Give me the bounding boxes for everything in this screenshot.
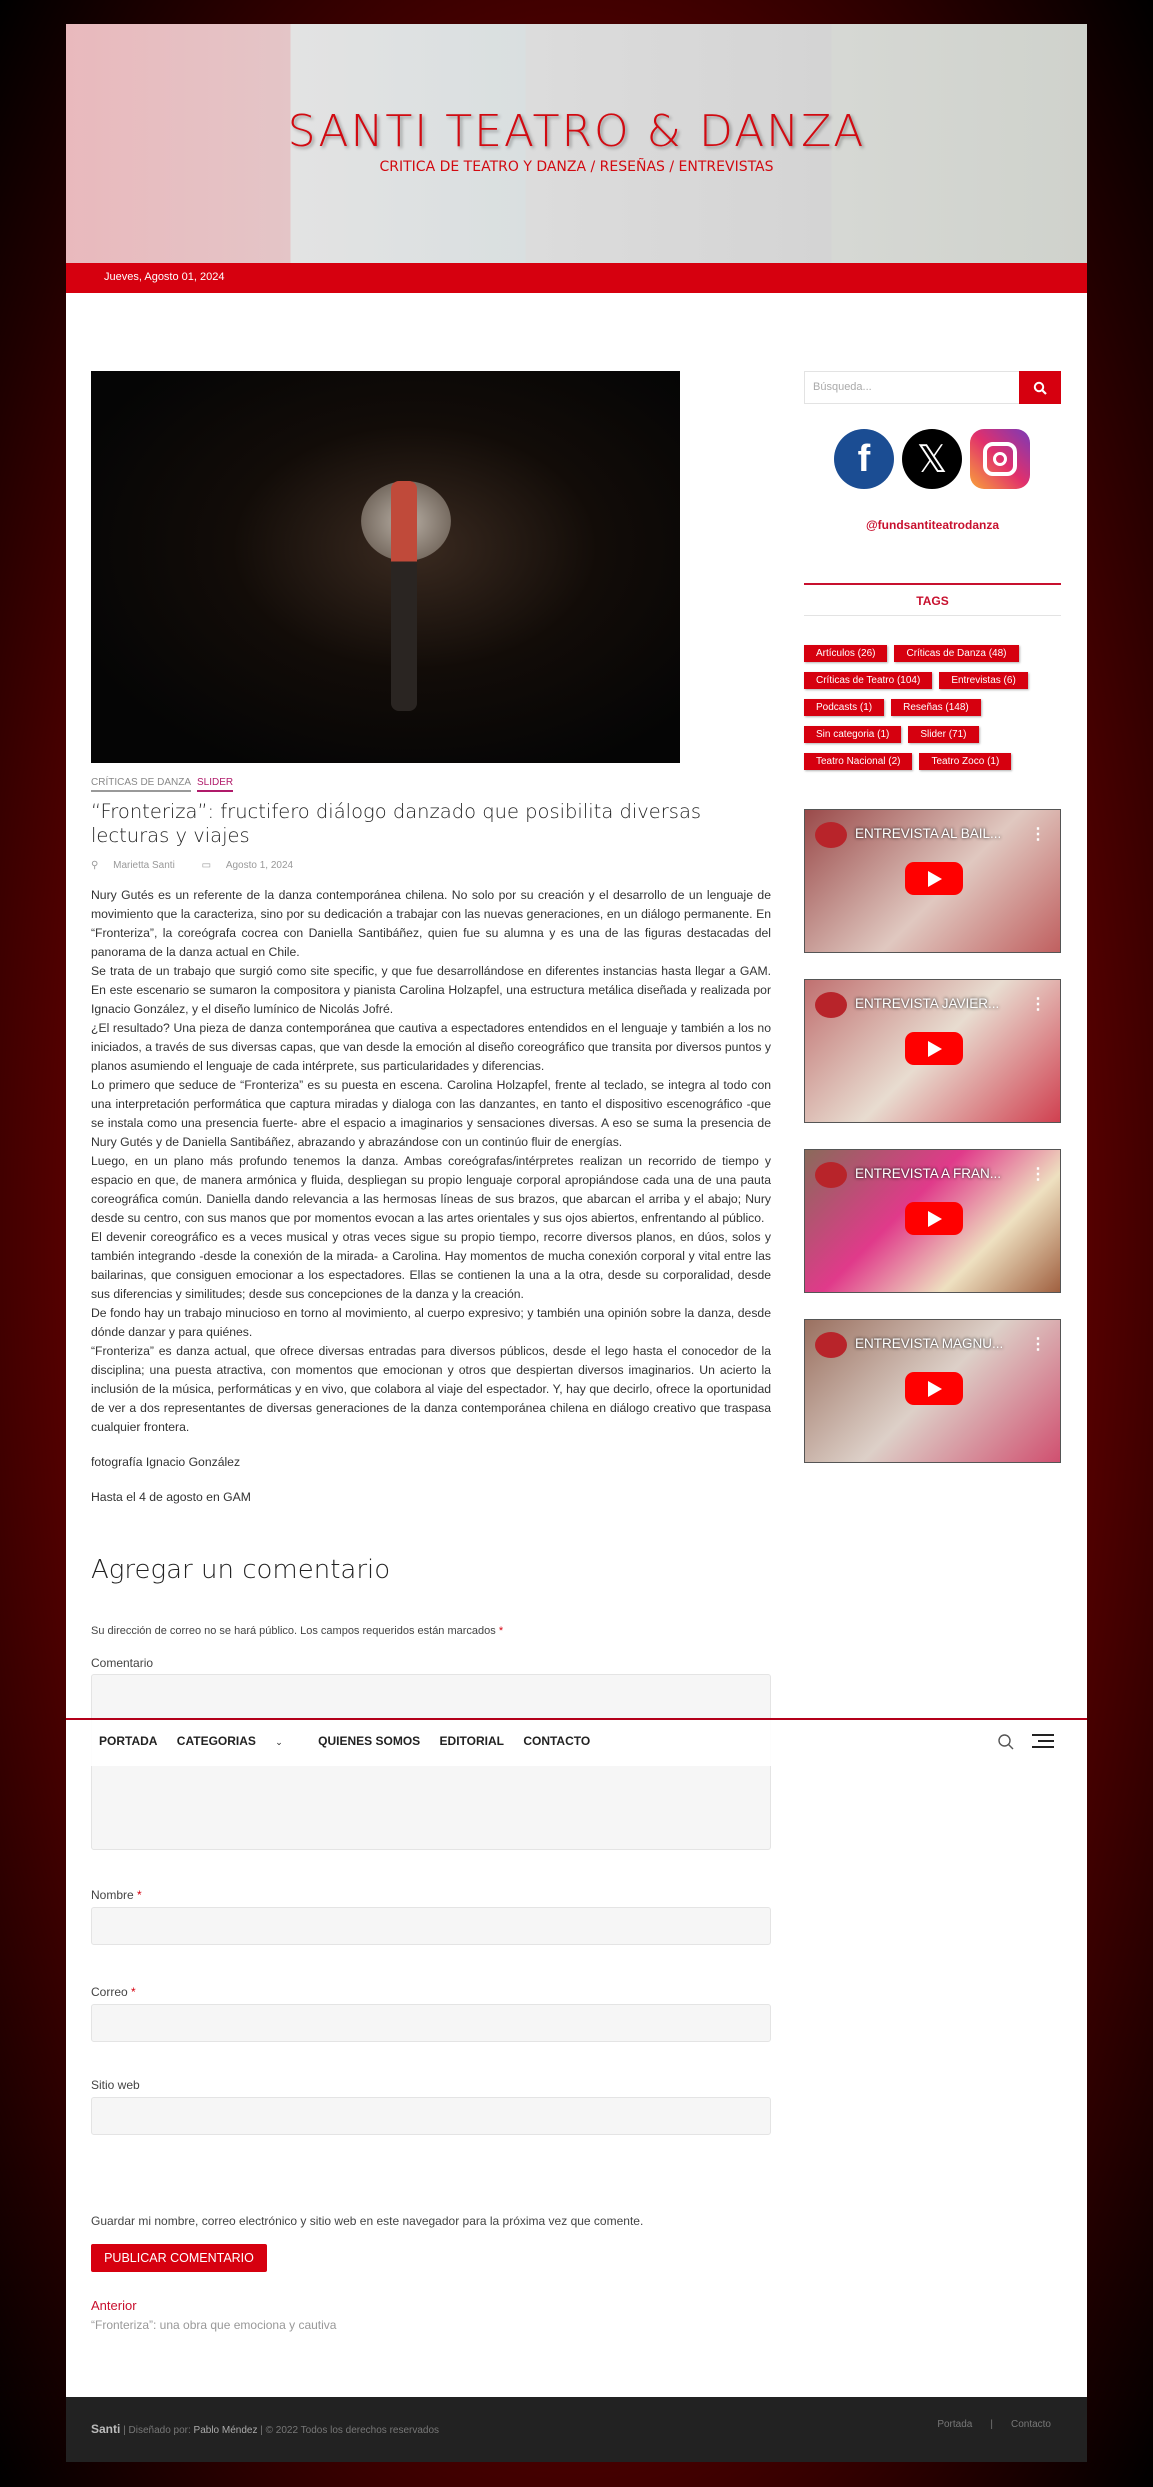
name-input[interactable] (91, 1907, 771, 1945)
previous-post-link[interactable]: “Fronteriza”: una obra que emociona y cautiva (91, 2318, 337, 2332)
featured-image (91, 371, 680, 763)
post-body (91, 886, 771, 1507)
play-icon[interactable] (905, 862, 963, 895)
email-label: Correo * (91, 1985, 136, 1999)
menu-icon[interactable] (1032, 1734, 1054, 1752)
video-title: ENTREVISTA AL BAIL... (855, 826, 1002, 841)
website-label: Sitio web (91, 2078, 140, 2092)
instagram-icon[interactable] (970, 429, 1030, 489)
date-bar (66, 263, 1087, 293)
search-icon[interactable] (997, 1733, 1015, 1751)
facebook-icon[interactable]: f (834, 429, 894, 489)
play-icon[interactable] (905, 1372, 963, 1405)
video-title: ENTREVISTA JAVIER... (855, 996, 1000, 1011)
nav-categorias[interactable]: CATEGORIAS ⌄ (176, 1734, 283, 1748)
user-icon: ⚲ (91, 860, 102, 871)
designer-link[interactable]: Pablo Méndez (193, 2425, 258, 2436)
footer-links: Portada | Contacto (937, 2419, 1051, 2430)
footer-credits: Santi | Diseñado por: Pablo Méndez | © 2022 Todos los derechos reservados (91, 2422, 440, 2436)
comment-heading: Agregar un comentario (91, 1555, 391, 1585)
search-input[interactable]: Búsqueda... (804, 371, 1061, 404)
nav-editorial[interactable]: EDITORIAL (439, 1734, 504, 1748)
tag[interactable]: Podcasts (1) (804, 699, 884, 716)
tag[interactable]: Críticas de Teatro (104) (804, 672, 932, 689)
search-button[interactable] (1019, 371, 1061, 404)
post-meta (91, 860, 317, 871)
name-label: Nombre * (91, 1888, 142, 1902)
footer-link-portada[interactable]: Portada (937, 2419, 973, 2430)
social-links (834, 429, 1030, 489)
site-tagline: CRITICA DE TEATRO Y DANZA / RESEÑAS / ENTREVISTAS (379, 159, 774, 175)
sticky-nav (66, 1718, 1087, 1766)
tag[interactable]: Críticas de Danza (48) (894, 645, 1018, 662)
more-icon[interactable]: ⋮ (1030, 1336, 1046, 1353)
author[interactable] (91, 860, 187, 871)
tag[interactable]: Reseñas (148) (891, 699, 981, 716)
tag[interactable]: Teatro Zoco (1) (919, 753, 1011, 770)
paragraph: Se trata de un trabajo que surgió como site specific, y que fue desarrollándose en diferentes instancias hasta llegar a GAM. En este escenario se sumaron la compositora y pianista Carolina Holzapfel, una estructura metálica diseñada y realizada por Ignacio González, y el diseño lumínico de Nicolás Jofré. (91, 964, 771, 1016)
paragraph: El devenir coreográfico es a veces musical y otras veces sigue su propio tiempo, recorre diversos planos, en dúos, solos y también integrando -desde la conexión de la mirada- a Carolina. Hay momentos de mucha conexión corporal y vital entre las bailarinas, que consiguen emocionar a los espectadores. Ellas se contienen la una a la otra, desde su corporalidad, desde sus diferencias y similitudes; desde sus concepciones de la danza y la creación. (91, 1230, 771, 1301)
nav-portada[interactable]: PORTADA (99, 1734, 158, 1748)
video-embed[interactable] (804, 1319, 1061, 1463)
social-handle[interactable]: @fundsantiteatrodanza (865, 518, 1000, 532)
paragraph: Lo primero que seduce de “Fronteriza” es su puesta en escena. Carolina Holzapfel, frente al teclado, se integra al todo con una interpretación performática que captura miradas y dialoga con las danzantes, en tanto el dispositivo escenográfico -que se instala como una presencia fuerte- abre el espacio a imaginarios y sensaciones diversas. A eso se suma la presencia de Nury Gutés y de Daniella Santibáñez, abrazando y abrazándose con un continúo fluir de energías. (91, 1078, 771, 1149)
site-title[interactable]: SANTI TEATRO & DANZA (287, 106, 866, 157)
category-slider[interactable]: SLIDER (197, 777, 233, 792)
nav-contacto[interactable]: CONTACTO (523, 1734, 591, 1748)
tag[interactable]: Teatro Nacional (2) (804, 753, 912, 770)
video-title: ENTREVISTA MAGNU... (855, 1336, 1004, 1351)
tags-heading: TAGS (804, 583, 1061, 616)
channel-logo (815, 1162, 847, 1188)
more-icon[interactable]: ⋮ (1030, 996, 1046, 1013)
video-title: ENTREVISTA A FRAN... (855, 1166, 1002, 1181)
page (66, 24, 1087, 2462)
run-info: Hasta el 4 de agosto en GAM (91, 1490, 251, 1504)
channel-logo (815, 822, 847, 848)
tag[interactable]: Entrevistas (6) (939, 672, 1027, 689)
email-input[interactable] (91, 2004, 771, 2042)
footer-site[interactable]: Santi (91, 2422, 121, 2436)
author-name[interactable]: Marietta Santi (113, 860, 175, 871)
paragraph: ¿El resultado? Una pieza de danza contemporánea que cautiva a espectadores entendidos en el lenguaje y también a los no iniciados, a través de sus diversas capas, que van desde la emoción al diseño coreográfico que transita por diversos puntos y planos asumiendo el lenguaje de cada intérprete, sus particularidades y diferencias. (91, 1021, 771, 1073)
post-date[interactable] (202, 860, 306, 871)
play-icon[interactable] (905, 1032, 963, 1065)
submit-comment-button[interactable]: PUBLICAR COMENTARIO (91, 2244, 267, 2272)
category-criticas-danza[interactable]: CRÍTICAS DE DANZA (91, 777, 191, 792)
post-categories (91, 777, 239, 792)
video-embed[interactable] (804, 809, 1061, 953)
tag[interactable]: Artículos (26) (804, 645, 887, 662)
more-icon[interactable]: ⋮ (1030, 826, 1046, 843)
post-date-text: Agosto 1, 2024 (225, 860, 294, 871)
chevron-down-icon: ⌄ (275, 1737, 283, 1747)
paragraph: “Fronteriza” es danza actual, que ofrece diversas entradas para diversos públicos, desde el lego hasta el conocedor de la disciplina; una puesta atractiva, con momentos que emocionan y otros que despiertan diversos imaginarios. Un acierto la inclusión de la música, performáticas y en vivo, que colabora al viaje del espectador. Y, hay que decirlo, ofrece la oportunidad de ver a dos representantes de diversas generaciones de la danza contemporánea chilena en diálogo creativo que traspasa cualquier frontera. (91, 1344, 771, 1434)
comment-label: Comentario (91, 1656, 154, 1670)
previous-label[interactable]: Anterior (91, 2298, 137, 2313)
x-icon[interactable]: 𝕏 (902, 429, 962, 489)
tag[interactable]: Slider (71) (908, 726, 978, 743)
website-input[interactable] (91, 2097, 771, 2135)
paragraph: De fondo hay un trabajo minucioso en torno al movimiento, al cuerpo expresivo; y también una opinión sobre la danza, desde dónde danzar y para quiénes. (91, 1306, 771, 1339)
tag-cloud (804, 643, 1061, 778)
photo-credit: fotografía Ignacio González (91, 1455, 241, 1469)
footer-link-contacto[interactable]: Contacto (1010, 2419, 1051, 2430)
nav-quienes-somos[interactable]: QUIENES SOMOS (318, 1734, 421, 1748)
paragraph: Luego, en un plano más profundo tenemos la danza. Ambas coreógrafas/intérpretes realizan un recorrido de tiempo y espacio en que, de manera armónica y fluida, despliegan su propio lenguaje corporal apropiándose cada una de una pauta coreográfica común. Daniella dando relevancia a las hermosas líneas de sus brazos, que abarcan el arriba y el abajo; Nury desde su centro, con sus manos que por momentos evocan a las artes orientales y sus ojos abiertos, enfrentando al público. (91, 1154, 771, 1225)
comment-notice: Su dirección de correo no se hará público. Los campos requeridos están marcados * (91, 1625, 504, 1637)
more-icon[interactable]: ⋮ (1030, 1166, 1046, 1183)
post-title: “Fronteriza”: fructifero diálogo danzado que posibilita diversas lecturas y viajes (91, 800, 702, 847)
channel-logo (815, 1332, 847, 1358)
current-date: Jueves, Agosto 01, 2024 (104, 271, 225, 283)
header-banner (66, 24, 1087, 263)
paragraph: Nury Gutés es un referente de la danza contemporánea chilena. No solo por su creación y el desarrollo de un lenguaje de movimiento que la caracteriza, sino por su dedicación a trabajar con las nuevas generaciones, en un diálogo permanente. En “Fronteriza”, la coreógrafa cocrea con Daniella Santibáñez, quien fue su alumna y es una de las figuras destacadas del panorama de la danza actual en Chile. (91, 888, 771, 959)
tag[interactable]: Sin categoria (1) (804, 726, 901, 743)
search-icon (1033, 381, 1047, 395)
video-embed[interactable] (804, 979, 1061, 1123)
play-icon[interactable] (905, 1202, 963, 1235)
footer (66, 2397, 1087, 2462)
save-info-label[interactable]: Guardar mi nombre, correo electrónico y sitio web en este navegador para la próxima vez que comente. (91, 2214, 644, 2228)
calendar-icon: ▭ (201, 860, 214, 871)
channel-logo (815, 992, 847, 1018)
video-embed[interactable] (804, 1149, 1061, 1293)
